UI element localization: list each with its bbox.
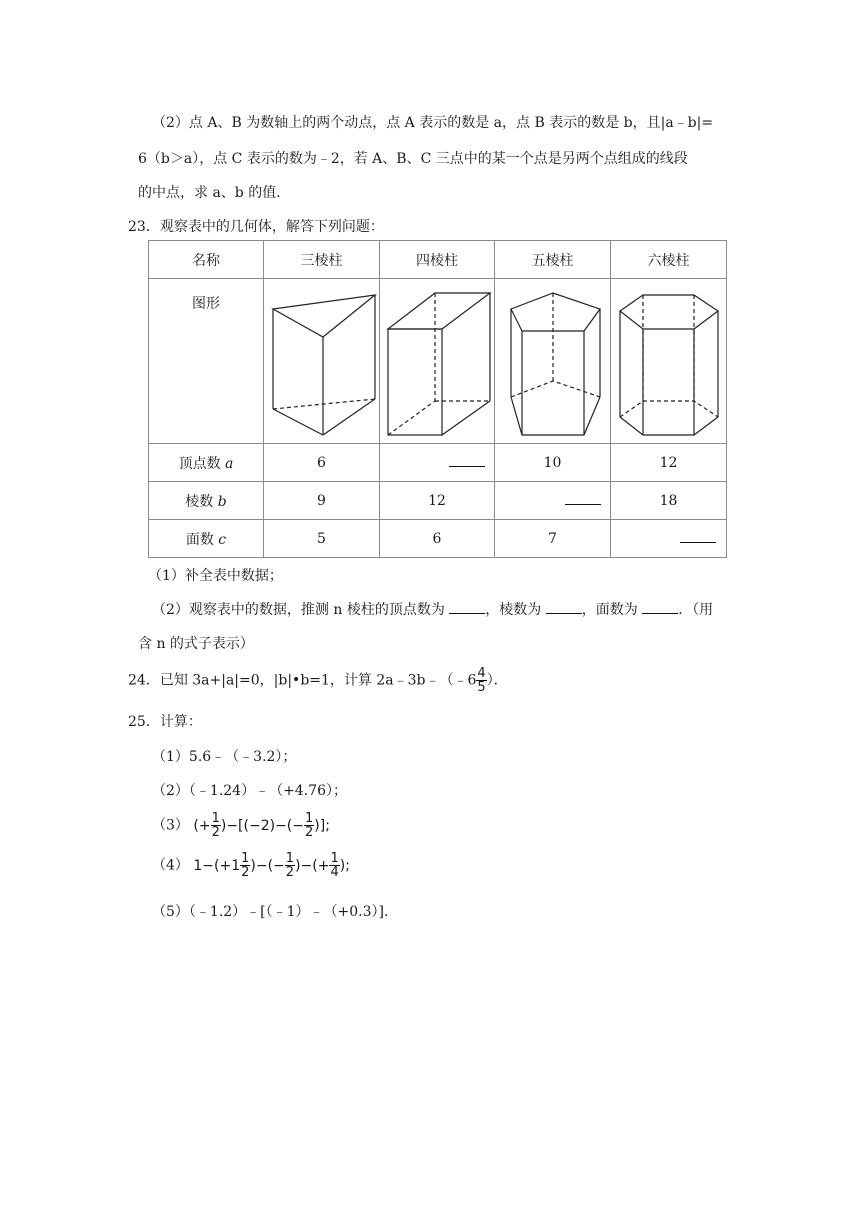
- hexagonal-prism-icon: [612, 279, 726, 439]
- header-hexagonal-prism: 六棱柱: [611, 241, 727, 279]
- header-quadrilateral-prism: 四棱柱: [380, 241, 495, 279]
- triangular-prism-icon: [265, 279, 379, 439]
- table-cell: 9: [264, 482, 380, 520]
- edge-count-row: [149, 482, 727, 520]
- table-cell: 12: [380, 482, 495, 520]
- figure-row-label: 图形: [149, 279, 264, 444]
- answer-blank-cell[interactable]: [380, 444, 495, 482]
- geometry-table: [148, 240, 727, 558]
- q25-item-1: （1）5.6﹣（﹣3.2）；: [152, 749, 297, 765]
- q24-text: 24．已知 3a+|a|=0，|b|•b=1，计算 2a﹣3b﹣（﹣6 $\frac{4}{5}$ ）．: [128, 666, 508, 695]
- figure-row: [149, 279, 727, 444]
- answer-blank[interactable]: [546, 613, 582, 614]
- answer-blank[interactable]: [642, 613, 678, 614]
- q22-part2-line2: 6（b＞a），点 C 表示的数为﹣2，若 A、B、C 三点中的某一个点是另两个点组成的线段: [138, 151, 688, 167]
- q25-item-5: （5）（﹣1.2）﹣[（﹣1）﹣（+0.3）]．: [152, 904, 398, 920]
- answer-blank-cell[interactable]: [611, 520, 727, 558]
- answer-blank[interactable]: [449, 613, 485, 614]
- header-pentagonal-prism: 五棱柱: [495, 241, 611, 279]
- table-cell: 12: [611, 444, 727, 482]
- triangular-prism-figure: [264, 279, 380, 444]
- answer-blank-cell[interactable]: [495, 482, 611, 520]
- q22-part2-line1: （2）点 A、B 为数轴上的两个动点，点 A 表示的数是 a，点 B 表示的数是 b，且|a﹣b|=: [152, 115, 714, 131]
- vertex-row-label: 顶点数 a: [149, 444, 264, 482]
- table-cell: 18: [611, 482, 727, 520]
- hexagonal-prism-figure: [611, 279, 727, 444]
- fraction: $\frac{4}{5}$: [477, 666, 486, 695]
- table-cell: 7: [495, 520, 611, 558]
- table-cell: 6: [264, 444, 380, 482]
- edge-row-label: 棱数 b: [149, 482, 264, 520]
- pentagonal-prism-figure: [495, 279, 611, 444]
- q25-item-2: （2）（﹣1.24）﹣（+4.76）；: [152, 783, 347, 799]
- vertex-count-row: [149, 444, 727, 482]
- face-row-label: 面数 c: [149, 520, 264, 558]
- math-expression: (+ $\frac{1}{2}$ )−[(−2)−(− $\frac{1}{2}$ )];: [193, 811, 330, 840]
- quadrilateral-prism-icon: [380, 279, 494, 439]
- quadrilateral-prism-figure: [380, 279, 495, 444]
- q25-item-4: （4） 1−(+1 $\frac{1}{2}$ )−(− $\frac{1}{2}$ )−(+ $\frac{1}{4}$ );: [152, 851, 350, 880]
- table-cell: 5: [264, 520, 380, 558]
- table-cell: 10: [495, 444, 611, 482]
- header-triangular-prism: 三棱柱: [264, 241, 380, 279]
- q22-part2-line3: 的中点，求 a、b 的值．: [138, 185, 291, 201]
- q25-item-3: （3） (+ $\frac{1}{2}$ )−[(−2)−(− $\frac{1}{2}$ )];: [152, 811, 330, 840]
- q23-sub2-line2: 含 n 的式子表示）: [138, 636, 254, 652]
- math-expression: 1−(+1 $\frac{1}{2}$ )−(− $\frac{1}{2}$ )−(+ $\frac{1}{4}$ );: [193, 851, 350, 880]
- q23-stem: 23．观察表中的几何体，解答下列问题：: [128, 219, 384, 235]
- q23-sub1: （1）补全表中数据；: [148, 568, 283, 584]
- q25-stem: 25．计算：: [128, 714, 202, 730]
- face-count-row: [149, 520, 727, 558]
- header-name: 名称: [149, 241, 264, 279]
- q23-sub2: （2）观察表中的数据，推测 n 棱柱的顶点数为 ，棱数为 ，面数为 ．（用: [152, 602, 714, 618]
- table-header-row: [149, 241, 727, 279]
- table-cell: 6: [380, 520, 495, 558]
- pentagonal-prism-icon: [496, 279, 610, 439]
